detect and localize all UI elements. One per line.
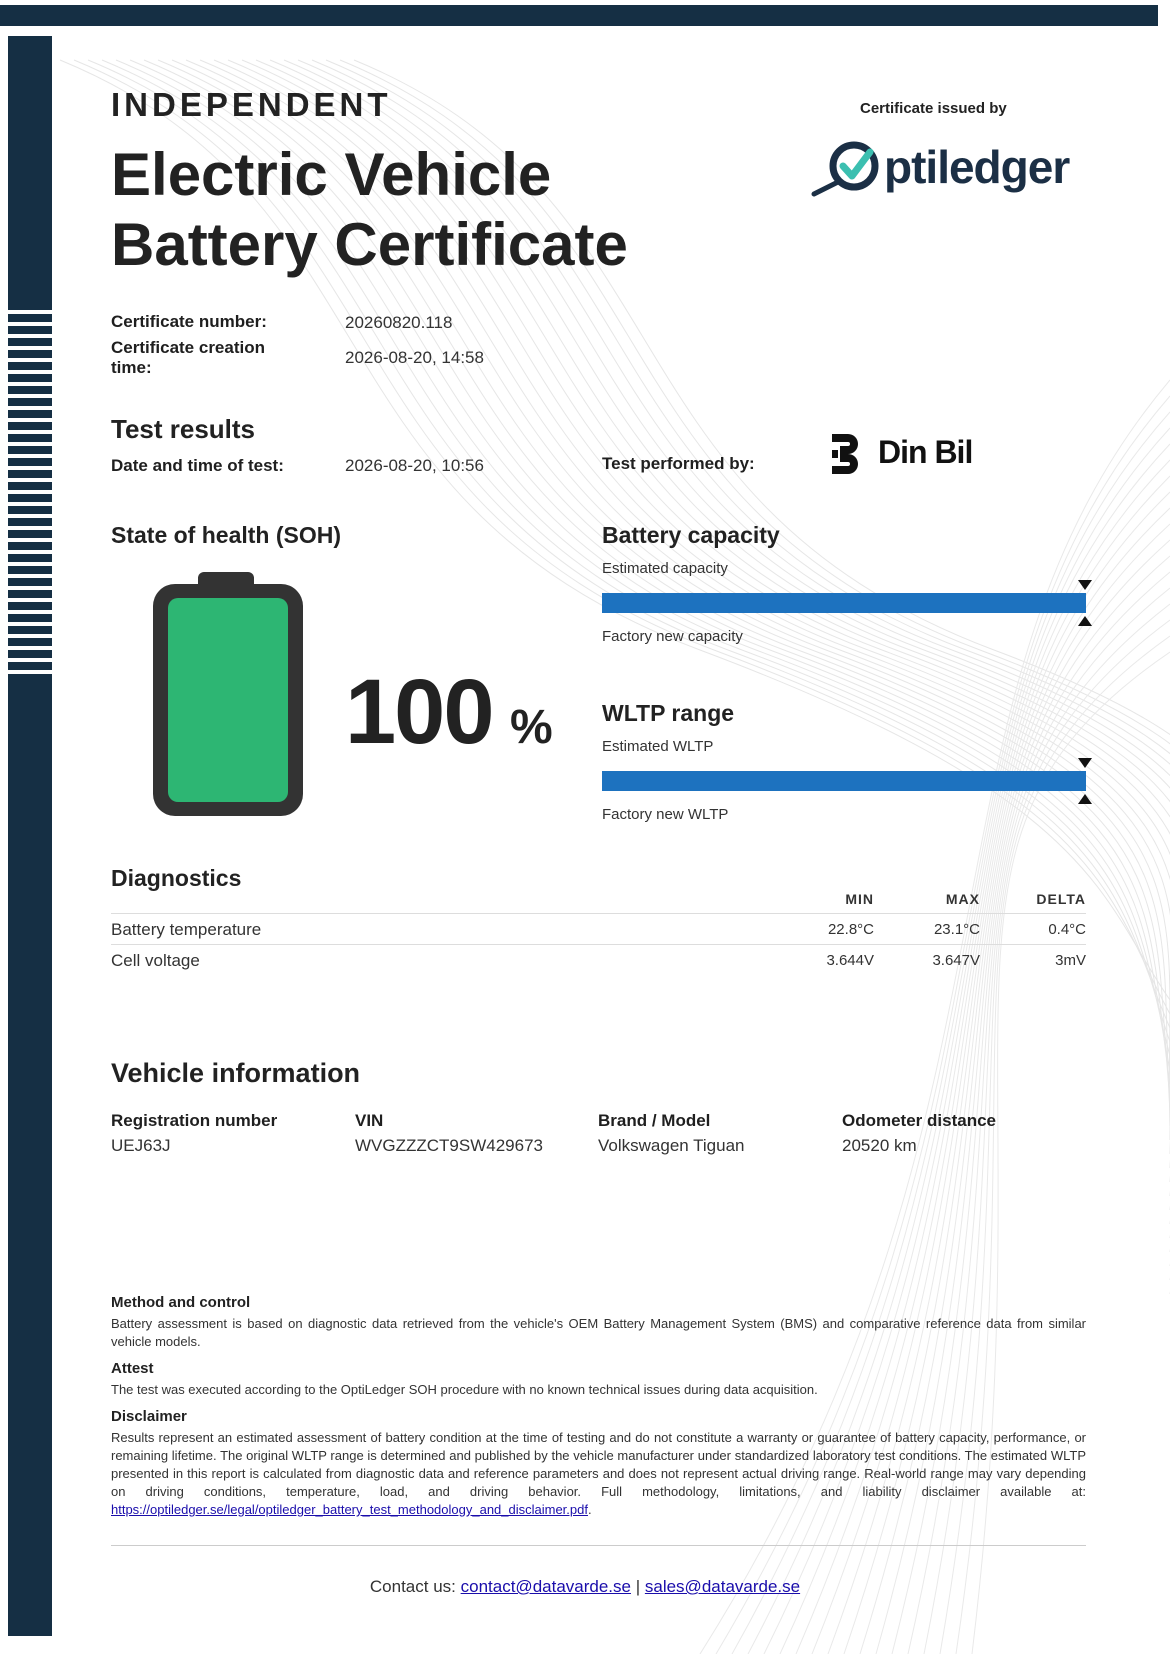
wltp-bar xyxy=(602,771,1086,791)
disclaimer-link[interactable]: https://optiledger.se/legal/optiledger_battery_test_methodology_and_disclaimer.pdf xyxy=(111,1502,588,1517)
magnifier-check-icon xyxy=(810,136,890,206)
contact-label: Contact us: xyxy=(369,1577,456,1596)
certificate-kicker: INDEPENDENT xyxy=(111,86,392,123)
diagnostics-row-delta: 3mV xyxy=(1055,952,1086,969)
wltp-heading: WLTP range xyxy=(602,700,735,726)
vehicle-field-label: Registration number xyxy=(111,1111,278,1130)
vehicle-field-label: Brand / Model xyxy=(598,1111,711,1130)
db-monogram-icon xyxy=(828,430,872,478)
vehicle-field-label: Odometer distance xyxy=(842,1111,996,1130)
top-border-bar xyxy=(0,5,1158,26)
diagnostics-divider xyxy=(111,944,1086,945)
soh-unit: % xyxy=(510,701,553,754)
method-heading: Method and control xyxy=(111,1294,251,1311)
test-datetime-value: 2026-08-20, 10:56 xyxy=(345,456,484,475)
optiledger-logo-text: ptiledger xyxy=(884,141,1070,193)
estimated-capacity-label: Estimated capacity xyxy=(602,560,728,577)
test-datetime-label: Date and time of test: xyxy=(111,456,284,475)
diagnostics-row-min: 22.8°C xyxy=(827,921,874,938)
diagnostics-divider xyxy=(111,913,1086,914)
diagnostics-row-name: Battery temperature xyxy=(111,920,262,939)
attest-heading: Attest xyxy=(111,1360,154,1377)
capacity-bar xyxy=(602,593,1086,613)
factory-capacity-label: Factory new capacity xyxy=(602,628,743,645)
page-title-line1: Electric Vehicle xyxy=(111,141,552,208)
capacity-factory-marker xyxy=(1078,616,1092,626)
diagnostics-row-min: 3.644V xyxy=(826,952,874,969)
din-bil-logo xyxy=(828,430,978,480)
capacity-estimated-marker xyxy=(1078,580,1092,590)
diagnostics-row-max: 3.647V xyxy=(932,952,980,969)
contact-footer xyxy=(0,1577,1170,1597)
contact-separator: | xyxy=(635,1577,641,1596)
attest-text: The test was executed according to the OptiLedger SOH procedure with no known technical issues during data acquisition. xyxy=(111,1382,818,1397)
diagnostics-col-max: MAX xyxy=(945,891,980,907)
side-stripes-decoration xyxy=(8,310,52,680)
wltp-factory-marker xyxy=(1078,794,1092,804)
soh-value: 100 xyxy=(345,661,493,763)
certificate-number-label: Certificate number: xyxy=(111,312,267,331)
vehicle-field-value: UEJ63J xyxy=(111,1136,171,1155)
certificate-creation-value: 2026-08-20, 14:58 xyxy=(345,348,484,367)
soh-heading: State of health (SOH) xyxy=(111,522,342,548)
page-title xyxy=(111,140,731,280)
diagnostics-row-name: Cell voltage xyxy=(111,951,200,970)
vehicle-field-value: 20520 km xyxy=(842,1136,917,1155)
disclaimer-text: Results represent an estimated assessment of battery condition at the time of testing and do not constitute a warranty or guarantee of battery capacity, performance, or remaining lifetime. The original WLTP range is determined and published by the vehicle manufacturer under standardized laboratory test conditions. The estimated WLTP presented in this report is calculated from diagnostic data and reference parameters and does not represent actual driving range. Real-world range may vary depending on driving conditions, temperature, load, and driving behavior. Full methodology, limitations, and liability disclaimer available at: https://optiledger.se/legal/optiledger_battery_test_methodology_and_disclaimer.pdf. xyxy=(111,1430,1086,1517)
disclaimer-heading: Disclaimer xyxy=(111,1408,187,1425)
factory-wltp-label: Factory new WLTP xyxy=(602,806,729,823)
diagnostics-col-min: MIN xyxy=(845,891,874,907)
diagnostics-col-delta: DELTA xyxy=(1036,891,1086,907)
method-text: Battery assessment is based on diagnostic data retrieved from the vehicle's OEM Battery Management System (BMS) and comparative reference data from similar vehicle models. xyxy=(111,1316,1086,1349)
test-results-heading: Test results xyxy=(111,414,256,444)
page-title-line2: Battery Certificate xyxy=(111,211,628,278)
contact-email-link[interactable]: contact@datavarde.se xyxy=(460,1577,631,1596)
vehicle-field-label: VIN xyxy=(355,1111,384,1130)
battery-icon xyxy=(148,570,308,820)
footer-divider xyxy=(111,1545,1086,1546)
vehicle-field-value: WVGZZZCT9SW429673 xyxy=(355,1136,543,1155)
issued-by-label: Certificate issued by xyxy=(860,100,1007,117)
battery-capacity-heading: Battery capacity xyxy=(602,522,780,548)
diagnostics-heading: Diagnostics xyxy=(111,865,242,891)
din-bil-logo-text: Din Bil xyxy=(878,434,973,470)
battery-fill-level xyxy=(168,598,288,802)
certificate-number-value: 20260820.118 xyxy=(345,313,453,332)
sales-email-link[interactable]: sales@datavarde.se xyxy=(644,1577,801,1596)
side-border-bar xyxy=(8,36,52,1636)
diagnostics-row-max: 23.1°C xyxy=(933,921,980,938)
optiledger-logo xyxy=(810,136,1090,206)
vehicle-field-value: Volkswagen Tiguan xyxy=(598,1136,745,1155)
test-performed-by-label: Test performed by: xyxy=(602,454,755,473)
certificate-creation-label: Certificate creation time: xyxy=(111,338,265,377)
estimated-wltp-label: Estimated WLTP xyxy=(602,738,714,755)
vehicle-info-heading: Vehicle information xyxy=(111,1058,361,1088)
wltp-estimated-marker xyxy=(1078,758,1092,768)
diagnostics-row-delta: 0.4°C xyxy=(1048,921,1086,938)
